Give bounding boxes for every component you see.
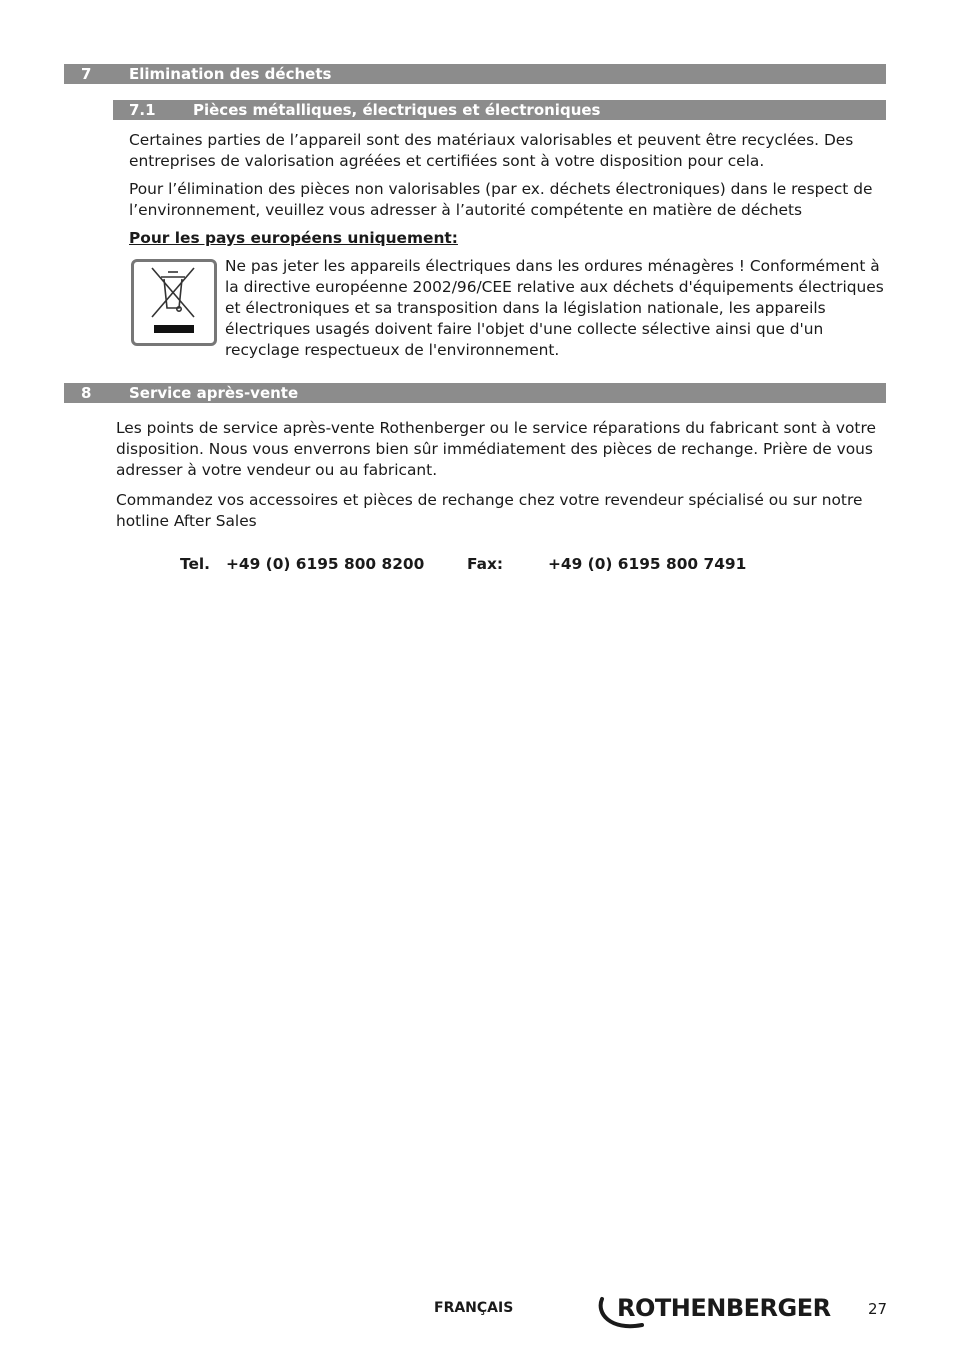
order-parts-paragraph: Commandez vos accessoires et pièces de rechange chez votre revendeur spécialisé ou sur notre hotline After Sales [116,491,863,530]
section-number: 8 [81,384,92,402]
section-title: Elimination des déchets [129,65,332,83]
section-title: Pièces métalliques, électriques et électroniques [193,101,601,119]
eu-only-heading: Pour les pays européens uniquement: [129,229,458,247]
service-points-paragraph: Les points de service après-vente Rothenberger ou le service réparations du fabricant sont à votre disposition. Nous vous enverrons bien sûr immédiatement des pièces de rechange. Prière de vous adresser à votre vendeur ou au fabricant. [116,419,876,479]
page-number: 27 [868,1300,888,1318]
section-title: Service après-vente [129,384,299,402]
fax-number: +49 (0) 6195 800 7491 [548,555,747,573]
disposal-paragraph: Pour l’élimination des pièces non valorisables (par ex. déchets électroniques) dans le respect de l’environnement, veuillez vous adresser à l’autorité compétente en matière de déchets [129,180,873,219]
tel-number: +49 (0) 6195 800 8200 [226,555,425,573]
recycling-paragraph: Certaines parties de l’appareil sont des matériaux valorisables et peuvent être recyclées. Des entreprises de valorisation agréées et certifiées sont à votre disposition pour cela. [129,131,854,170]
fax-label: Fax: [467,555,504,573]
brand-logo-text: ROTHENBERGER [617,1294,831,1322]
section-7-1-header [113,100,886,120]
section-8-header [64,383,886,403]
weee-directive-paragraph: Ne pas jeter les appareils électriques dans les ordures ménagères ! Conformément à la directive européenne 2002/96/CEE relative aux déchets d'équipements électriques et électroniques et sa transposition dans la législation nationale, les appareils électriques usagés doivent faire l'objet d'une collecte sélective ainsi que d'un recyclage respectueux de l'environnement. [225,257,884,359]
section-number: 7 [81,65,92,83]
crossed-out-wheelie-bin-icon [134,262,214,343]
weee-symbol [131,259,217,346]
section-7-header [64,64,886,84]
section-number: 7.1 [129,101,156,119]
footer-language: FRANÇAIS [434,1300,514,1316]
tel-label: Tel. [180,555,211,573]
